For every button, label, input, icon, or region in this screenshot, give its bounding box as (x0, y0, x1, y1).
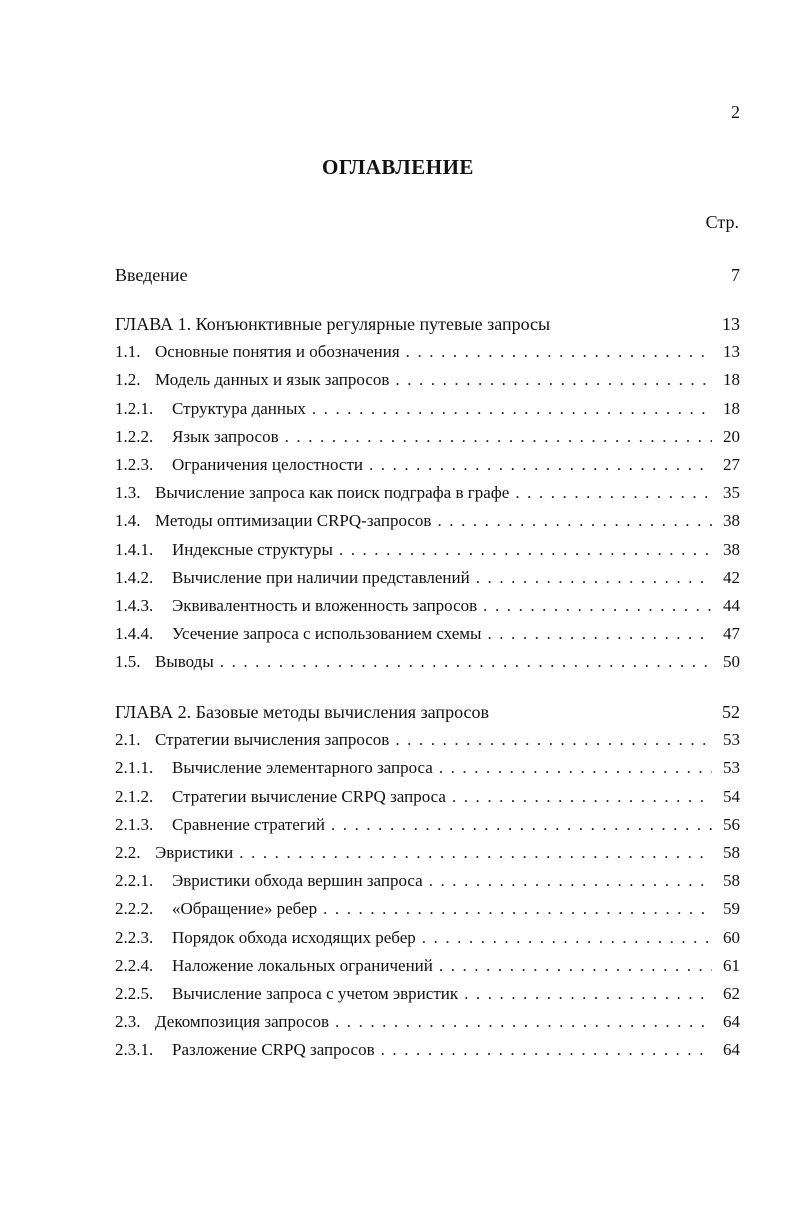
toc-entry-label: Вычисление запроса как поиск подграфа в графе (155, 483, 510, 502)
chapter-page-number: 52 (722, 702, 740, 722)
toc-intro-label: Введение (115, 265, 188, 285)
dot-leader (439, 756, 712, 780)
toc-entry-page: 62 (723, 984, 740, 1003)
toc-entry-number: 2.2. (115, 843, 141, 862)
dot-leader (429, 869, 712, 893)
toc-entry-page: 42 (723, 568, 740, 587)
toc-entry-label: Методы оптимизации CRPQ-запросов (155, 511, 432, 530)
toc-entry-number: 1.2.3. (115, 455, 154, 474)
toc-entry[interactable] (115, 869, 740, 893)
toc-entry-number: 2.1.3. (115, 815, 154, 834)
toc-entry-page: 50 (723, 652, 740, 671)
dot-leader (437, 509, 712, 533)
dot-leader (395, 728, 712, 752)
toc-entry-label: Основные понятия и обозначения (155, 342, 400, 361)
toc-entry-page: 53 (723, 758, 740, 777)
toc-entry[interactable] (115, 728, 740, 752)
toc-entry-label: Вычисление запроса с учетом эвристик (172, 984, 459, 1003)
toc-intro-page: 7 (731, 265, 740, 285)
toc-entry-label: Эвристики обхода вершин запроса (172, 871, 423, 890)
toc-entry[interactable] (115, 982, 740, 1006)
toc-entry-number: 2.2.4. (115, 956, 154, 975)
toc-entry-label: Вычисление элементарного запроса (172, 758, 433, 777)
dot-leader (220, 650, 712, 674)
toc-entry-number: 1.2.1. (115, 399, 154, 418)
dot-leader (312, 397, 712, 421)
toc-entry-number: 2.2.1. (115, 871, 154, 890)
toc-entry-number: 2.1. (115, 730, 141, 749)
toc-entry[interactable] (115, 1010, 740, 1034)
dot-leader (381, 1038, 712, 1062)
toc-entry-number: 2.3. (115, 1012, 141, 1031)
toc-entry-label: Ограничения целостности (172, 455, 363, 474)
toc-entry-label: Стратегии вычисление CRPQ запроса (172, 787, 446, 806)
dot-leader (285, 425, 712, 449)
dot-leader (395, 368, 712, 392)
toc-entry[interactable] (115, 813, 740, 837)
toc-entry-page: 38 (723, 540, 740, 559)
page-title: ОГЛАВЛЕНИЕ (322, 155, 474, 179)
toc-entry-number: 1.4. (115, 511, 141, 530)
toc-entry-number: 2.2.3. (115, 928, 154, 947)
chapter-page-number: 13 (722, 314, 740, 334)
dot-leader (439, 954, 712, 978)
toc-entry[interactable] (115, 453, 740, 477)
toc-entry-number: 1.4.3. (115, 596, 154, 615)
toc-entry[interactable] (115, 397, 740, 421)
toc-entry-page: 53 (723, 730, 740, 749)
toc-entry-label: Стратегии вычисления запросов (155, 730, 390, 749)
toc-entry-label: Модель данных и язык запросов (155, 370, 390, 389)
toc-entry-page: 64 (723, 1040, 740, 1059)
toc-entry-page: 54 (723, 787, 740, 806)
toc-entry-label: Разложение CRPQ запросов (172, 1040, 375, 1059)
dot-leader (369, 453, 712, 477)
toc-entry-page: 60 (723, 928, 740, 947)
toc-entry-label: Язык запросов (172, 427, 279, 446)
toc-entry-number: 1.2.2. (115, 427, 154, 446)
toc-entry[interactable] (115, 841, 740, 865)
dot-leader (335, 1010, 712, 1034)
toc-entry-number: 1.5. (115, 652, 141, 671)
toc-entry-page: 27 (723, 455, 740, 474)
toc-entry[interactable] (115, 622, 740, 646)
toc-entry-page: 35 (723, 483, 740, 502)
toc-entry-label: Структура данных (172, 399, 306, 418)
toc-entry-page: 58 (723, 871, 740, 890)
toc-entry-page: 59 (723, 899, 740, 918)
toc-entry-label: Декомпозиция запросов (155, 1012, 329, 1031)
toc-intro[interactable] (115, 263, 740, 287)
dot-leader (487, 622, 712, 646)
dot-leader (339, 538, 712, 562)
toc-entry[interactable] (115, 897, 740, 921)
toc-entry-number: 1.4.2. (115, 568, 154, 587)
dot-leader (406, 340, 712, 364)
dot-leader (476, 566, 712, 590)
toc-entry[interactable] (115, 425, 740, 449)
toc-chapter-heading[interactable] (115, 700, 740, 724)
toc-entry-label: Вычисление при наличии представлений (172, 568, 470, 587)
toc-entry-page: 58 (723, 843, 740, 862)
toc-entry[interactable] (115, 566, 740, 590)
toc-entry[interactable] (115, 594, 740, 618)
dot-leader (483, 594, 712, 618)
toc-entry-label: Наложение локальных ограничений (172, 956, 433, 975)
toc-entry-number: 1.4.4. (115, 624, 154, 643)
dot-leader (452, 785, 712, 809)
toc-entry-label: Выводы (155, 652, 214, 671)
toc-entry-number: 2.2.2. (115, 899, 154, 918)
toc-entry-number: 1.1. (115, 342, 141, 361)
toc-entry-page: 38 (723, 511, 740, 530)
toc-entry-label: Индексные структуры (172, 540, 333, 559)
toc-entry[interactable] (115, 481, 740, 505)
toc-entry-label: «Обращение» ребер (172, 899, 318, 918)
toc-entry-number: 2.1.2. (115, 787, 154, 806)
dot-leader (422, 926, 712, 950)
page-column-header: Стр. (705, 212, 739, 232)
toc-entry-number: 1.2. (115, 370, 141, 389)
toc-entry[interactable] (115, 926, 740, 950)
toc-entry[interactable] (115, 954, 740, 978)
toc-entry-number: 1.4.1. (115, 540, 154, 559)
toc-entry-page: 44 (723, 596, 740, 615)
dot-leader (323, 897, 712, 921)
dot-leader (515, 481, 712, 505)
toc-entry-page: 47 (723, 624, 740, 643)
toc-entry-label: Эквивалентность и вложенность запросов (172, 596, 478, 615)
toc-entry-page: 20 (723, 427, 740, 446)
chapter-heading-label: ГЛАВА 2. Базовые методы вычисления запросов (115, 702, 490, 722)
toc-entry-label: Усечение запроса с использованием схемы (172, 624, 482, 643)
toc-entry[interactable] (115, 509, 740, 533)
toc-entry-number: 1.3. (115, 483, 141, 502)
toc-entry-page: 61 (723, 956, 740, 975)
chapter-heading-label: ГЛАВА 1. Конъюнктивные регулярные путевые запросы (115, 314, 551, 334)
toc-entry-page: 13 (723, 342, 740, 361)
toc-entry[interactable] (115, 538, 740, 562)
page-number: 2 (731, 102, 740, 122)
toc-entry[interactable] (115, 785, 740, 809)
toc-entry[interactable] (115, 368, 740, 392)
toc-entry[interactable] (115, 340, 740, 364)
toc-entry-label: Порядок обхода исходящих ребер (172, 928, 416, 947)
toc-entry[interactable] (115, 756, 740, 780)
toc-chapter-heading[interactable] (115, 312, 740, 336)
toc-entry-label: Эвристики (155, 843, 234, 862)
toc-entry-number: 2.2.5. (115, 984, 154, 1003)
toc-entry-number: 2.1.1. (115, 758, 154, 777)
toc-entry-page: 18 (723, 370, 740, 389)
toc-entry-label: Сравнение стратегий (172, 815, 325, 834)
toc-entry[interactable] (115, 650, 740, 674)
dot-leader (239, 841, 712, 865)
toc-entry-page: 64 (723, 1012, 740, 1031)
toc-entry-page: 18 (723, 399, 740, 418)
toc-entry-number: 2.3.1. (115, 1040, 154, 1059)
dot-leader (464, 982, 712, 1006)
toc-entry-page: 56 (723, 815, 740, 834)
dot-leader (331, 813, 712, 837)
toc-entry[interactable] (115, 1038, 740, 1062)
